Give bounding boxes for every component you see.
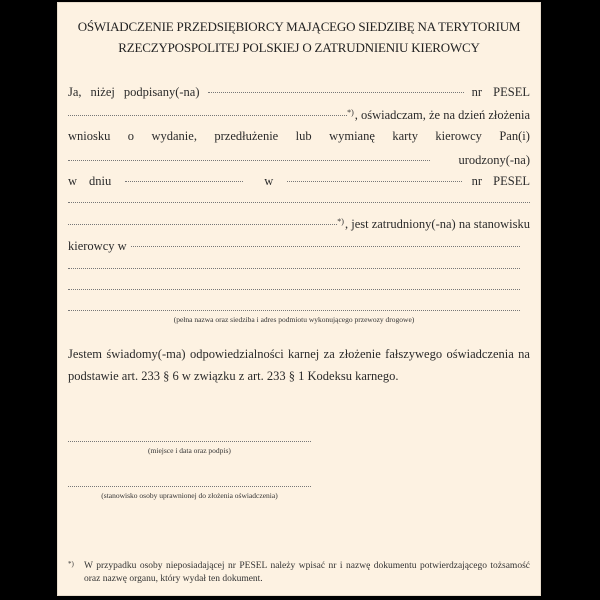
word: złożenie	[339, 347, 381, 361]
place-date-caption: (miejsce i data oraz podpis)	[148, 446, 231, 455]
statement-line-1	[68, 343, 530, 365]
footnote-ref: *)	[347, 108, 354, 117]
form-line-company	[68, 236, 530, 252]
form-line-employed	[68, 214, 530, 230]
company-caption: (pełna nazwa oraz siedziba i adres podmiotu wykonującego przewozy drogowe)	[173, 315, 415, 324]
form-line-driver-name	[68, 150, 530, 166]
word: kierowcy	[435, 129, 482, 143]
text-nr-pesel-2: nr PESEL	[471, 174, 530, 188]
footnote	[68, 560, 530, 586]
text-w: w	[68, 174, 78, 188]
word: Pan(i)	[499, 129, 530, 143]
word: świadomy(-ma)	[106, 347, 186, 361]
word: Jestem	[68, 347, 103, 361]
word: fałszywego	[385, 347, 443, 361]
word: o	[127, 129, 135, 143]
form-line-company-4	[68, 300, 530, 316]
statement-line-2: podstawie art. 233 § 6 w związku z art. 233 § 1 Kodeksu karnego.	[68, 369, 399, 383]
company-field-3[interactable]	[68, 279, 520, 293]
form-line-company-3	[68, 279, 530, 295]
word: wymianę	[329, 129, 375, 143]
position-caption: (stanowisko osoby uprawnionej do złożenia oświadczenia)	[101, 491, 278, 500]
footnote-text: W przypadku osoby nieposiadającej nr PESEL należy wpisać nr i nazwę dokumentu potwierdzającego tożsamość oraz nazwę organu, który wydał ten dokument.	[84, 561, 530, 584]
driver-name-field[interactable]	[68, 150, 430, 164]
name-field[interactable]	[208, 82, 464, 96]
pesel-field[interactable]	[68, 105, 347, 119]
form-line-name	[68, 82, 530, 98]
footnote-ref-2: *)	[337, 217, 344, 226]
text-zatrudniony: , jest zatrudniony(-na) na stanowisku	[344, 217, 530, 231]
word: lub	[295, 129, 312, 143]
form-line-birth	[68, 171, 530, 187]
form-line-pesel	[68, 105, 530, 121]
word: wniosku	[68, 129, 111, 143]
text-podpisany: podpisany(-na)	[123, 85, 200, 99]
text-ja: Ja,	[68, 85, 82, 99]
word: za	[323, 347, 335, 361]
statement-paragraph	[68, 343, 530, 387]
company-field[interactable]	[131, 236, 520, 250]
word: na	[518, 347, 530, 361]
position-field[interactable]	[68, 485, 311, 487]
form-line-company-2	[68, 258, 530, 274]
text-oswiadczam: , oświadczam, że na dzień złożenia	[354, 108, 530, 122]
word: przedłużenie	[214, 129, 279, 143]
place-date-signature-field[interactable]	[68, 440, 311, 442]
document-title	[58, 16, 540, 58]
text-nizej: niżej	[90, 85, 115, 99]
word: karty	[392, 129, 418, 143]
text-urodzony: urodzony(-na)	[458, 153, 530, 167]
document-page	[57, 2, 541, 596]
text-kierowcy-w: kierowcy w	[68, 239, 127, 253]
text-w-place: w	[264, 174, 274, 188]
driver-pesel-field-cont[interactable]	[68, 214, 337, 228]
text-nr-pesel: nr PESEL	[471, 85, 530, 99]
footnote-mark: *)	[68, 560, 74, 568]
word: wydanie,	[151, 129, 197, 143]
company-field-2[interactable]	[68, 258, 520, 272]
word: odpowiedzialności	[189, 347, 284, 361]
title-line-2: RZECZYPOSPOLITEJ POLSKIEJ O ZATRUDNIENIU KIEROWCY	[118, 40, 480, 55]
text-dniu: dniu	[89, 174, 112, 188]
word: karnej	[288, 347, 320, 361]
company-field-4[interactable]	[68, 300, 520, 314]
form-line-driver-pesel	[68, 192, 530, 208]
title-line-1: OŚWIADCZENIE PRZEDSIĘBIORCY MAJĄCEGO SIEDZIBĘ NA TERYTORIUM	[77, 19, 521, 34]
birth-date-field[interactable]	[125, 171, 243, 185]
birth-place-field[interactable]	[287, 171, 461, 185]
word: oświadczenia	[446, 347, 514, 361]
form-line-card	[68, 128, 530, 144]
driver-pesel-field[interactable]	[68, 192, 530, 206]
